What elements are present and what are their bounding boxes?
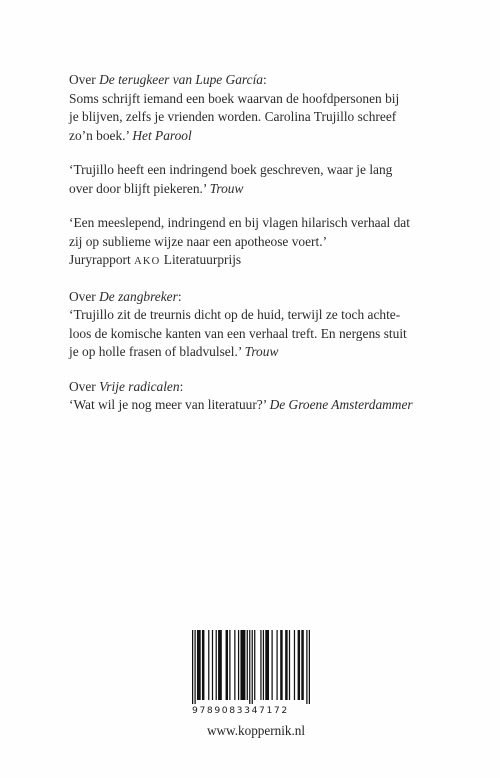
isbn-number: 9789083347172 xyxy=(192,705,289,716)
barcode-bar xyxy=(309,630,310,704)
blurb-zangbreker xyxy=(69,288,469,362)
barcode-bar xyxy=(202,630,204,700)
text-line: zij op sublieme wijze naar een apotheose voert.’ xyxy=(69,233,328,249)
barcode-bar xyxy=(301,630,303,700)
barcode-bar xyxy=(260,630,261,700)
text-line: ‘Trujillo zit de treurnis dicht op de huid, terwijl ze toch achte- xyxy=(69,307,401,322)
barcode-bar xyxy=(280,630,282,700)
barcode-bar xyxy=(218,630,222,700)
blurb-ako-jury xyxy=(69,214,469,272)
text-line: Over De terugkeer van Lupe García: xyxy=(69,72,267,87)
publisher-website[interactable]: www.koppernik.nl xyxy=(207,723,306,738)
barcode-bar xyxy=(197,630,201,700)
ako-small-caps: AKO xyxy=(134,256,161,267)
text-line: zo’n boek.’ Het Parool xyxy=(69,127,192,143)
barcode-bar xyxy=(208,630,209,700)
barcode-bar xyxy=(252,630,253,704)
barcode-bar xyxy=(229,630,230,700)
blurb-lupe-garcia xyxy=(69,71,469,145)
source-het-parool: Het Parool xyxy=(132,127,192,143)
text-line: ‘Een meeslepend, indringend en bij vlagen hilarisch verhaal dat xyxy=(69,215,410,230)
barcode-bar xyxy=(247,630,248,700)
barcode-bars xyxy=(192,630,310,704)
text-line: Over Vrije radicalen: xyxy=(69,378,184,394)
barcode-bar xyxy=(234,630,235,700)
barcode-bar xyxy=(192,630,193,704)
text-line: Soms schrijft iemand een boek waarvan de hoofdpersonen bij xyxy=(69,90,400,106)
barcode-bar xyxy=(289,630,290,700)
barcode-bar xyxy=(306,630,307,704)
barcode-bar xyxy=(249,630,250,704)
source-trouw: Trouw xyxy=(244,344,279,359)
barcode-bar xyxy=(276,630,277,700)
blurb-vrije-radicalen xyxy=(69,378,469,415)
barcode-bar xyxy=(298,630,300,700)
isbn-barcode xyxy=(192,630,314,716)
blurb-trouw-1 xyxy=(69,161,469,198)
text-line: ‘Wat wil je nog meer van literatuur?’ De Groene Amsterdammer xyxy=(69,397,413,412)
barcode-bar xyxy=(263,630,264,700)
barcode-bar xyxy=(294,630,295,700)
barcode-bar xyxy=(238,630,239,700)
barcode-bar xyxy=(194,630,195,704)
barcode-bar xyxy=(240,630,245,700)
source-trouw: Trouw xyxy=(209,180,244,196)
source-groene-amsterdammer: De Groene Amsterdammer xyxy=(269,397,413,412)
barcode-bar xyxy=(271,630,272,700)
barcode-bar xyxy=(226,630,228,700)
text-line: over door blijft piekeren.’ Trouw xyxy=(69,180,244,196)
review-quotes xyxy=(69,71,469,431)
barcode-bar xyxy=(254,630,255,700)
text-line: je op holle frasen of bladvulsel.’ Trouw xyxy=(69,344,279,359)
barcode-bar xyxy=(212,630,213,700)
barcode-bar xyxy=(285,630,287,700)
barcode-bar xyxy=(216,630,217,700)
text-line: ‘Trujillo heeft een indringend boek geschreven, waar je lang xyxy=(69,162,393,177)
text-line: Juryrapport AKO Literatuurprijs xyxy=(69,252,242,267)
text-line: je blijven, zelfs je vrienden worden. Carolina Trujillo schreef xyxy=(69,109,397,124)
text-line: loos de komische kanten van een verhaal treft. En nergens stuit xyxy=(69,325,407,341)
text-line: Over De zangbreker: xyxy=(69,288,182,304)
barcode-bar xyxy=(265,630,269,700)
